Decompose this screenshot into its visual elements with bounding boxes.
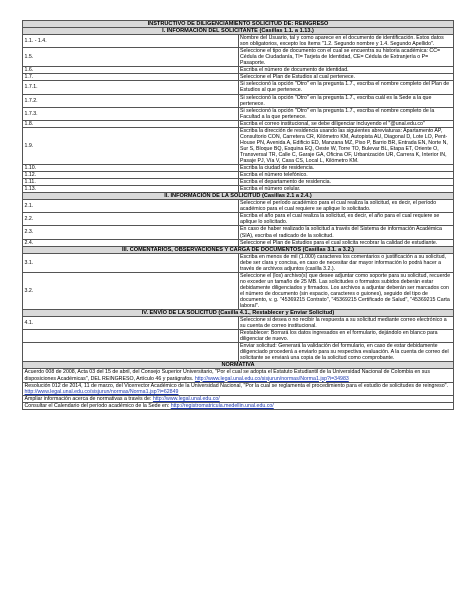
field-number: 3.1. xyxy=(23,253,239,272)
instruction-row xyxy=(23,74,454,81)
field-number xyxy=(23,343,239,362)
instruction-text: Escriba la ciudad de residencia. xyxy=(238,165,454,172)
instruction-row xyxy=(23,317,454,330)
instructions-table xyxy=(22,20,454,410)
normativa-link[interactable]: http://www.legal.unal.edu.co/sisjurun/normas/Norma1.jsp?i=34983 xyxy=(194,375,349,382)
document-title-text: INSTRUCTIVO DE DILIGENCIAMIENTO SOLICITUD DE: REINGRESO xyxy=(23,21,454,28)
field-number xyxy=(23,330,239,343)
normativa-cell xyxy=(23,382,454,395)
field-number: 1.7.1. xyxy=(23,81,239,94)
instruction-text: Seleccione el (los) archivo(s) que desee adjuntar como soporte para su solicitud, recuerde no exceder un tamaño de 25 MB. Las solicitudes o formatos subidos deberán estar debidamente diligenciados y firmados. Los archivos a adjuntar deberán ser marcados con el número de documento (sin espacio, caracteres o guiones), seguido del tipo de documento, v. g. "45369215 Contrato", "45369215 Certificado de Salud", "45369215 Carta laboral". xyxy=(238,272,454,309)
normativa-text: Resolución 012 de 2014, 11 de marzo, del Vicerrector Académico de la Universidad Nacional, "Por la cual se reglamenta el procedimiento para el estudio de solicitudes de reingreso". xyxy=(24,382,448,389)
instruction-text: Seleccione el período académico para el cual realiza la solicitud, es decir, el período académico para el cual requiere se aplique lo solicitado. xyxy=(238,200,454,213)
section-heading xyxy=(23,310,454,317)
instruction-text: Seleccione el Plan de Estudios al cual pertenece. xyxy=(238,74,454,81)
instruction-text: Si seleccionó la opción "Otro" en la pregunta 1.7., escriba cuál es la Sede a la que pertenece. xyxy=(238,94,454,107)
instruction-row xyxy=(23,272,454,309)
instruction-row xyxy=(23,226,454,239)
instruction-row xyxy=(23,179,454,186)
field-number: 2.3. xyxy=(23,226,239,239)
section-heading xyxy=(23,193,454,200)
normativa-heading-text: NORMATIVA xyxy=(23,362,454,369)
field-number: 2.1. xyxy=(23,200,239,213)
instruction-row xyxy=(23,127,454,164)
instruction-text: Escriba el número telefónico. xyxy=(238,172,454,179)
instruction-row xyxy=(23,35,454,48)
section-heading-text: IV. ENVÍO DE LA SOLICITUD (Casilla 4.1., Restablecer y Enviar Solicitud) xyxy=(23,310,454,317)
instruction-row xyxy=(23,107,454,120)
normativa-text: Ampliar información acerca de normativas a través de: xyxy=(24,395,152,402)
instruction-row xyxy=(23,165,454,172)
instruction-text: Nombre del Usuario, tal y como aparece en el documento de identificación. Estos datos son obligatorios, excepto los ítems "1.2. Segundo nombre y 1.4. Segundo Apellido". xyxy=(238,35,454,48)
instruction-text: Escriba el número de documento de identidad. xyxy=(238,67,454,74)
field-number: 1.7.2. xyxy=(23,94,239,107)
field-number: 1.12. xyxy=(23,172,239,179)
instruction-row xyxy=(23,213,454,226)
normativa-text: Consultar el Calendario del período académico de la Sede en: xyxy=(24,402,170,409)
instruction-row xyxy=(23,239,454,246)
instruction-row xyxy=(23,48,454,67)
instruction-text: Si seleccionó la opción "Otro" en la pregunta 1.7., escriba el nombre completo de la Facultad a la que pertenece. xyxy=(238,107,454,120)
field-number: 1.13. xyxy=(23,186,239,193)
instruction-text: Escriba el año para el cual realiza la solicitud, es decir, el año para el cual requiere se aplique lo solicitado. xyxy=(238,213,454,226)
normativa-cell xyxy=(23,395,454,402)
normativa-row xyxy=(23,395,454,402)
field-number: 2.4. xyxy=(23,239,239,246)
instruction-row xyxy=(23,253,454,272)
instruction-row xyxy=(23,94,454,107)
instruction-text: En caso de haber realizado la solicitud a través del Sistema de información Académica (SIA), escriba el radicado de la solicitud. xyxy=(238,226,454,239)
normativa-link[interactable]: http://www.legal.unal.edu.co/ xyxy=(152,395,220,402)
instruction-row xyxy=(23,186,454,193)
field-number: 1.7. xyxy=(23,74,239,81)
field-number: 1.7.3. xyxy=(23,107,239,120)
document-title xyxy=(23,21,454,28)
normativa-row xyxy=(23,402,454,409)
normativa-cell xyxy=(23,369,454,382)
instruction-text: Seleccione el Plan de Estudios para el cual solicita recobrar la calidad de estudiante. xyxy=(238,239,454,246)
normativa-heading xyxy=(23,362,454,369)
field-number: 1.1. - 1.4. xyxy=(23,35,239,48)
instruction-text: Escriba el departamento de residencia. xyxy=(238,179,454,186)
instruction-text: Escriba el número celular. xyxy=(238,186,454,193)
normativa-text: Acuerdo 008 de 2008, Acta 03 del 15 de abril, del Consejo Superior Universitario, "Por el cual se adopta el Estatuto Estudiantil de la Universidad Nacional de Colombia en sus disposiciones Académicas", DEL REINGRESO, Artículo 46 y parágrafos. xyxy=(24,369,430,382)
normativa-link[interactable]: http://www.legal.unal.edu.co/sisjurun/normas/Norma1.jsp?i=62849 xyxy=(24,388,179,395)
normativa-row xyxy=(23,382,454,395)
instruction-text: Escriba en menos de mil (1.000) caracteres los comentarios o justificación a su solicitud, debe ser clara y concisa, en caso de necesitar dar mayor información lo podrá hacer a través de archivos adjuntos (casilla 3.2.). xyxy=(238,253,454,272)
field-number: 4.1. xyxy=(23,317,239,330)
instruction-text: Seleccione si desea o no recibir la respuesta a su solicitud mediante correo electrónico a su cuenta de correo institucional. xyxy=(238,317,454,330)
instruction-row xyxy=(23,120,454,127)
field-number: 2.2. xyxy=(23,213,239,226)
section-heading xyxy=(23,246,454,253)
instruction-row xyxy=(23,172,454,179)
section-heading-text: III. COMENTARIOS, OBSERVACIONES Y CARGA DE DOCUMENTOS (Casillas 3.1. a 3.2.) xyxy=(23,246,454,253)
field-number: 1.6. xyxy=(23,67,239,74)
field-number: 3.2. xyxy=(23,272,239,309)
instruction-row xyxy=(23,67,454,74)
instruction-text: Si seleccionó la opción "Otro" en la pregunta 1.7., escriba el nombre completo del Plan de Estudios al que pertenece. xyxy=(238,81,454,94)
instruction-text: Escriba la dirección de residencia usando las siguientes abreviaturas: Apartamento AP, Consultorio CON, Carretera CR, Kilómetro KM, Autopista AU, Diagonal D, Lote LO, Pent-House PN, Avenida A, Edificio ED, Manzana MZ, Piso P, Barrio BR, Entrada EN, Norte N, Sur S, Bloque BQ, Esquina EQ, Oeste W, Torre TO, Bulevar BL, Etapa ET, Oriente O, Transversal TR, Calle C, Garaje GA, Oficina OF, Urbanización UR, Carrera K, Interior IN, Pasaje PJ, Vía V, Casa CS, Local L, Kilómetro KM. xyxy=(238,127,454,164)
instruction-text: Restablecer: Borrará los datos ingresados en el formulario, dejándolo en blanco para diligenciar de nuevo. xyxy=(238,330,454,343)
instruction-text: Escriba el correo institucional, se debe diligenciar incluyendo el "@unal.edu.co" xyxy=(238,120,454,127)
field-number: 1.11. xyxy=(23,179,239,186)
instruction-row xyxy=(23,81,454,94)
instruction-row xyxy=(23,200,454,213)
section-heading xyxy=(23,28,454,35)
section-heading-text: I. INFORMACIÓN DEL SOLICITANTE (Casillas 1.1. a 1.13.) xyxy=(23,28,454,35)
normativa-link[interactable]: http://registromatricula.medellin.unal.edu.co/ xyxy=(170,402,274,409)
section-heading-text: II. INFORMACIÓN DE LA SOLICITUD (Casillas 2.1 a 2.4.) xyxy=(23,193,454,200)
field-number: 1.9. xyxy=(23,127,239,164)
instruction-text: Seleccione el tipo de documento con el cual se encuentra su historia académica: CC= Cédula de Ciudadanía, TI= Tarjeta de Identidad, CE= Cédula de Extranjería o P= Pasaporte. xyxy=(238,48,454,67)
document-page xyxy=(22,20,454,410)
instruction-text: Enviar solicitud: Generará la validación del formulario, en caso de estar debidamente diligenciado procederá a enviarlo para su respectiva evaluación. A la cuenta de correo del solicitante se enviará una copia de la solicitud como comprobante. xyxy=(238,343,454,362)
instruction-row xyxy=(23,330,454,343)
field-number: 1.10. xyxy=(23,165,239,172)
field-number: 1.5. xyxy=(23,48,239,67)
field-number: 1.8. xyxy=(23,120,239,127)
instruction-row xyxy=(23,343,454,362)
normativa-cell xyxy=(23,402,454,409)
normativa-row xyxy=(23,369,454,382)
